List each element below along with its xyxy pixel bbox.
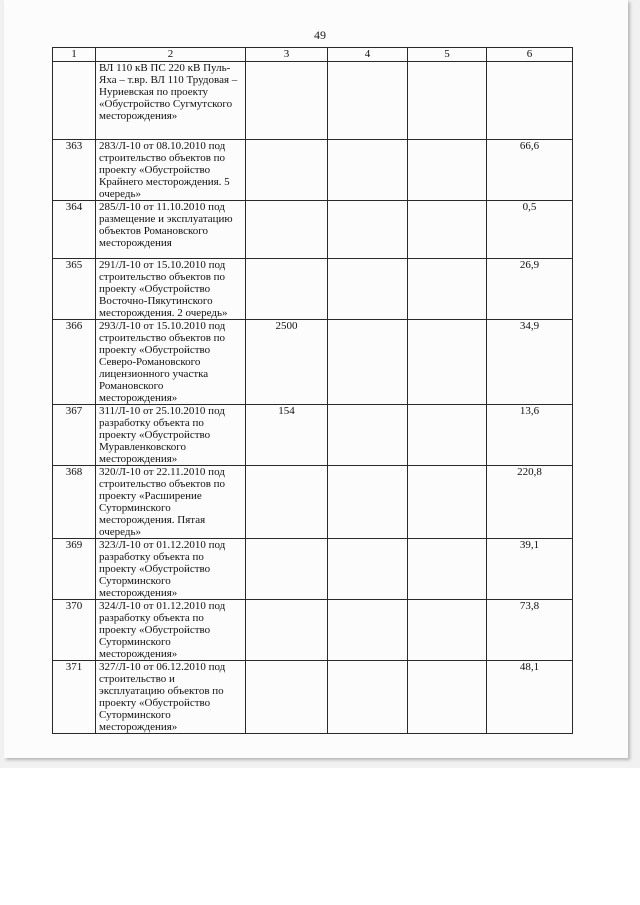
row-number: 371: [53, 661, 96, 734]
column-header-5: 5: [408, 48, 487, 62]
column-3-value: [246, 661, 328, 734]
table-row: [53, 466, 573, 539]
lease-description: 320/Л-10 от 22.11.2010 под строительство объектов по проекту «Расширение Суторминского месторождения. Пятая очередь»: [96, 466, 246, 539]
area-value: 39,1: [487, 539, 573, 600]
column-4-value: [328, 539, 408, 600]
column-4-value: [328, 405, 408, 466]
table-row: [53, 62, 573, 140]
lease-description: 324/Л-10 от 01.12.2010 под разработку объекта по проекту «Обустройство Суторминского месторождения»: [96, 600, 246, 661]
column-header-3: 3: [246, 48, 328, 62]
area-value: 48,1: [487, 661, 573, 734]
column-4-value: [328, 201, 408, 259]
row-number: 364: [53, 201, 96, 259]
column-5-value: [408, 201, 487, 259]
column-3-value: [246, 62, 328, 140]
area-value: 66,6: [487, 140, 573, 201]
area-value: 34,9: [487, 320, 573, 405]
table-row: [53, 405, 573, 466]
lease-description: ВЛ 110 кВ ПС 220 кВ Пуль-Яха – т.вр. ВЛ 110 Трудовая – Нуриевская по проекту «Обустройство Сугмутского месторождения»: [96, 62, 246, 140]
lease-description: 323/Л-10 от 01.12.2010 под разработку объекта по проекту «Обустройство Суторминского месторождения»: [96, 539, 246, 600]
lease-description: 285/Л-10 от 11.10.2010 под размещение и эксплуатацию объектов Романовского месторождения: [96, 201, 246, 259]
column-3-value: [246, 140, 328, 201]
column-3-value: 154: [246, 405, 328, 466]
header-row: [53, 48, 573, 62]
column-4-value: [328, 62, 408, 140]
column-4-value: [328, 600, 408, 661]
column-5-value: [408, 259, 487, 320]
area-value: 220,8: [487, 466, 573, 539]
column-5-value: [408, 466, 487, 539]
lease-description: 283/Л-10 от 08.10.2010 под строительство объектов по проекту «Обустройство Крайнего месторождения. 5 очередь»: [96, 140, 246, 201]
column-3-value: [246, 466, 328, 539]
table-row: [53, 539, 573, 600]
row-number: 368: [53, 466, 96, 539]
column-3-value: [246, 600, 328, 661]
column-3-value: [246, 539, 328, 600]
table-row: [53, 140, 573, 201]
row-number: 365: [53, 259, 96, 320]
page-number: 49: [314, 28, 326, 42]
table-row: [53, 320, 573, 405]
column-5-value: [408, 539, 487, 600]
lease-description: 327/Л-10 от 06.12.2010 под строительство и эксплуатацию объектов по проекту «Обустройство Суторминского месторождения»: [96, 661, 246, 734]
table-header: [53, 48, 573, 62]
column-header-4: 4: [328, 48, 408, 62]
column-5-value: [408, 661, 487, 734]
column-5-value: [408, 320, 487, 405]
column-5-value: [408, 405, 487, 466]
area-value: 73,8: [487, 600, 573, 661]
column-5-value: [408, 600, 487, 661]
row-number: 369: [53, 539, 96, 600]
column-3-value: 2500: [246, 320, 328, 405]
column-4-value: [328, 140, 408, 201]
lease-description: 311/Л-10 от 25.10.2010 под разработку объекта по проекту «Обустройство Муравленковского месторождения»: [96, 405, 246, 466]
area-value: 13,6: [487, 405, 573, 466]
table-row: [53, 259, 573, 320]
column-header-6: 6: [487, 48, 573, 62]
column-3-value: [246, 201, 328, 259]
area-value: 26,9: [487, 259, 573, 320]
column-3-value: [246, 259, 328, 320]
area-value: 0,5: [487, 201, 573, 259]
table-row: [53, 661, 573, 734]
blank-margin: [0, 768, 640, 905]
land-lease-table: [52, 47, 573, 734]
column-4-value: [328, 259, 408, 320]
row-number: 366: [53, 320, 96, 405]
column-4-value: [328, 466, 408, 539]
area-value: [487, 62, 573, 140]
lease-description: 293/Л-10 от 15.10.2010 под строительство объектов по проекту «Обустройство Северо-Романовского лицензионного участка Романовского месторождения»: [96, 320, 246, 405]
lease-description: 291/Л-10 от 15.10.2010 под строительство объектов по проекту «Обустройство Восточно-Пякутинского месторождения. 2 очередь»: [96, 259, 246, 320]
column-4-value: [328, 320, 408, 405]
row-number: 363: [53, 140, 96, 201]
column-header-1: 1: [53, 48, 96, 62]
column-5-value: [408, 62, 487, 140]
row-number: [53, 62, 96, 140]
table-body: [53, 62, 573, 734]
table-row: [53, 600, 573, 661]
column-5-value: [408, 140, 487, 201]
row-number: 367: [53, 405, 96, 466]
row-number: 370: [53, 600, 96, 661]
table-row: [53, 201, 573, 259]
column-4-value: [328, 661, 408, 734]
column-header-2: 2: [96, 48, 246, 62]
